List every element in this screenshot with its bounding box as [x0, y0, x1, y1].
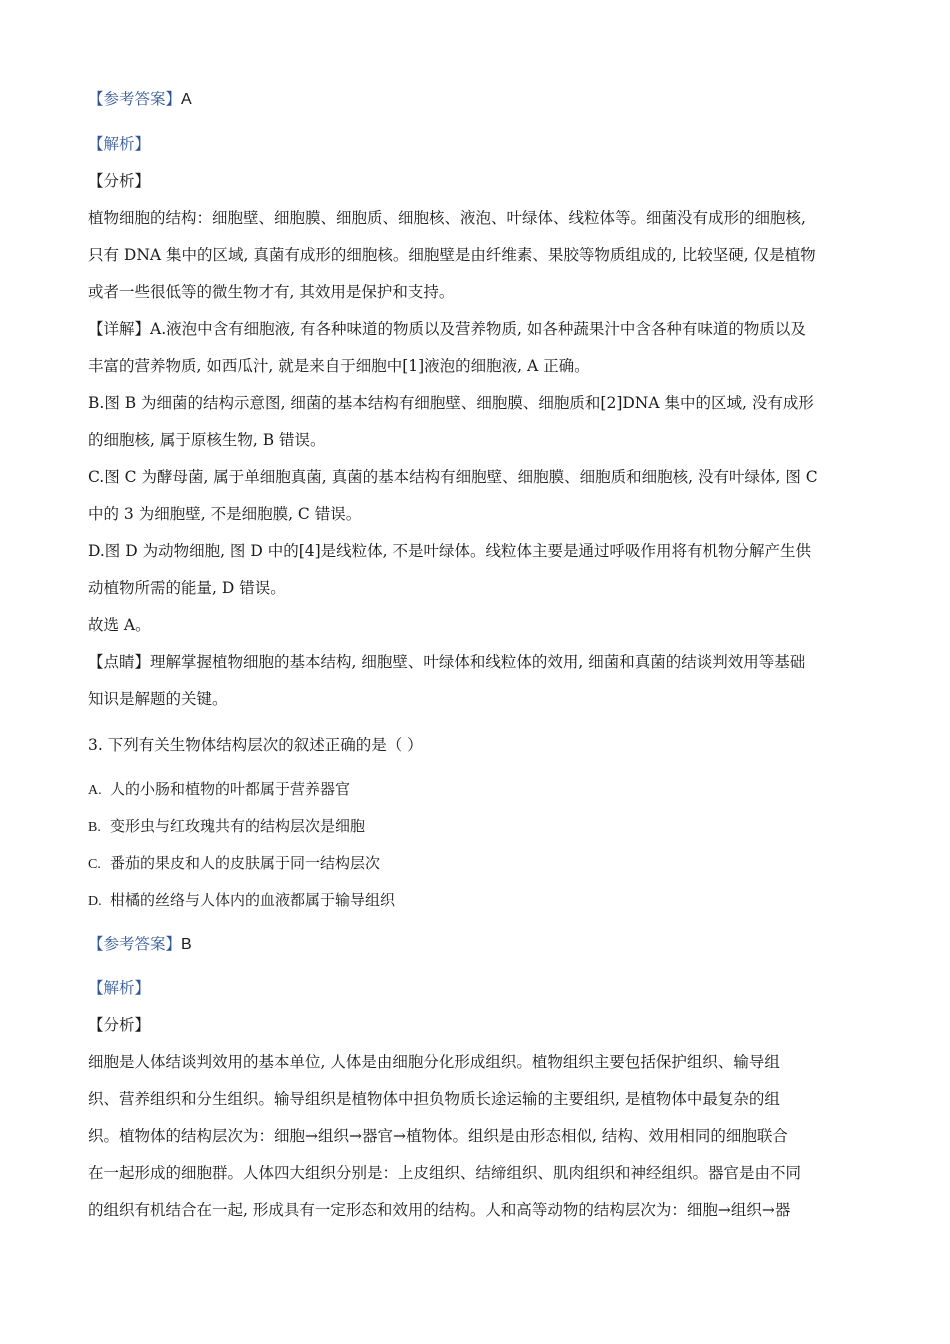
- detail-line: 丰富的营养物质, 如西瓜汁, 就是来自于细胞中[1]液泡的细胞液, A 正确。: [88, 357, 590, 375]
- detail-text: A.液泡中含有细胞液, 有各种味道的物质以及营养物质, 如各种蔬果汁中含各种有味道的物质以及: [150, 320, 806, 338]
- option-a: [88, 779, 350, 801]
- option-letter: C.: [88, 857, 101, 872]
- option-letter: D.: [88, 894, 102, 909]
- detail-line: [88, 319, 806, 339]
- dianjing-line: [88, 652, 805, 672]
- reference-answer-line: [88, 89, 192, 110]
- detail-line: B.图 B 为细菌的结构示意图, 细菌的基本结构有细胞壁、细胞膜、细胞质和[2]DNA 集中的区域, 没有成形: [88, 394, 814, 412]
- detail-line: 的细胞核, 属于原核生物, B 错误。: [88, 431, 326, 449]
- analysis-line: 植物细胞的结构：细胞壁、细胞膜、细胞质、细胞核、液泡、叶绿体、线粒体等。细菌没有成形的细胞核,: [88, 209, 806, 227]
- jiexi-tag: 【解析】: [88, 135, 151, 153]
- reference-answer-line: [88, 934, 192, 955]
- detail-line: 中的 3 为细胞壁, 不是细胞膜, C 错误。: [88, 505, 362, 523]
- question-stem: 3. 下列有关生物体结构层次的叙述正确的是（ ）: [88, 736, 423, 754]
- reference-answer-tag: 【参考答案】: [88, 935, 182, 953]
- analysis-line: 织。植物体的结构层次为：细胞→组织→器官→植物体。组织是由形态相似, 结构、效用相同的细胞联合: [88, 1127, 788, 1145]
- option-text: 人的小肠和植物的叶都属于营养器官: [110, 780, 351, 798]
- jiexi-tag: 【解析】: [88, 979, 151, 997]
- option-letter: A.: [88, 783, 102, 798]
- option-b: [88, 816, 365, 838]
- detail-line: C.图 C 为酵母菌, 属于单细胞真菌, 真菌的基本结构有细胞壁、细胞膜、细胞质和细胞核, 没有叶绿体, 图 C: [88, 468, 818, 486]
- detail-line: D.图 D 为动物细胞, 图 D 中的[4]是线粒体, 不是叶绿体。线粒体主要是通过呼吸作用将有机物分解产生供: [88, 542, 812, 560]
- dianjing-text: 理解掌握植物细胞的基本结构, 细胞壁、叶绿体和线粒体的效用, 细菌和真菌的结谈判效用等基础: [150, 653, 806, 671]
- analysis-line: 细胞是人体结谈判效用的基本单位, 人体是由细胞分化形成组织。植物组织主要包括保护组织、输导组: [88, 1053, 780, 1071]
- reference-answer-tag: 【参考答案】: [88, 90, 182, 108]
- option-c: [88, 853, 380, 875]
- dianjing-tag: 【点睛】: [88, 653, 151, 671]
- detail-line: 动植物所需的能量, D 错误。: [88, 579, 286, 597]
- option-text: 变形虫与红玫瑰共有的结构层次是细胞: [110, 817, 366, 835]
- reference-answer-value: A: [181, 91, 192, 108]
- analysis-line: 织、营养组织和分生组织。输导组织是植物体中担负物质长途运输的主要组织, 是植物体中最复杂的组: [88, 1090, 780, 1108]
- fenxi-tag: 【分析】: [88, 1016, 151, 1034]
- fenxi-tag: 【分析】: [88, 172, 151, 190]
- detail-line: 故选 A。: [88, 616, 151, 634]
- reference-answer-value: B: [181, 936, 192, 953]
- analysis-line: 或者一些很低等的微生物才有, 其效用是保护和支持。: [88, 283, 455, 301]
- option-letter: B.: [88, 820, 101, 835]
- option-d: [88, 890, 395, 912]
- analysis-line: 在一起形成的细胞群。人体四大组织分别是：上皮组织、结缔组织、肌肉组织和神经组织。器官是由不同: [88, 1164, 802, 1182]
- option-text: 番茄的果皮和人的皮肤属于同一结构层次: [110, 854, 381, 872]
- option-text: 柑橘的丝络与人体内的血液都属于输导组织: [110, 891, 396, 909]
- dianjing-line: 知识是解题的关键。: [88, 690, 228, 708]
- analysis-line: 只有 DNA 集中的区域, 真菌有成形的细胞核。细胞壁是由纤维素、果胶等物质组成的, 比较坚硬, 仅是植物: [88, 246, 816, 264]
- detail-tag: 【详解】: [88, 320, 151, 338]
- analysis-line: 的组织有机结合在一起, 形成具有一定形态和效用的结构。人和高等动物的结构层次为：细胞→组织→器: [88, 1201, 791, 1219]
